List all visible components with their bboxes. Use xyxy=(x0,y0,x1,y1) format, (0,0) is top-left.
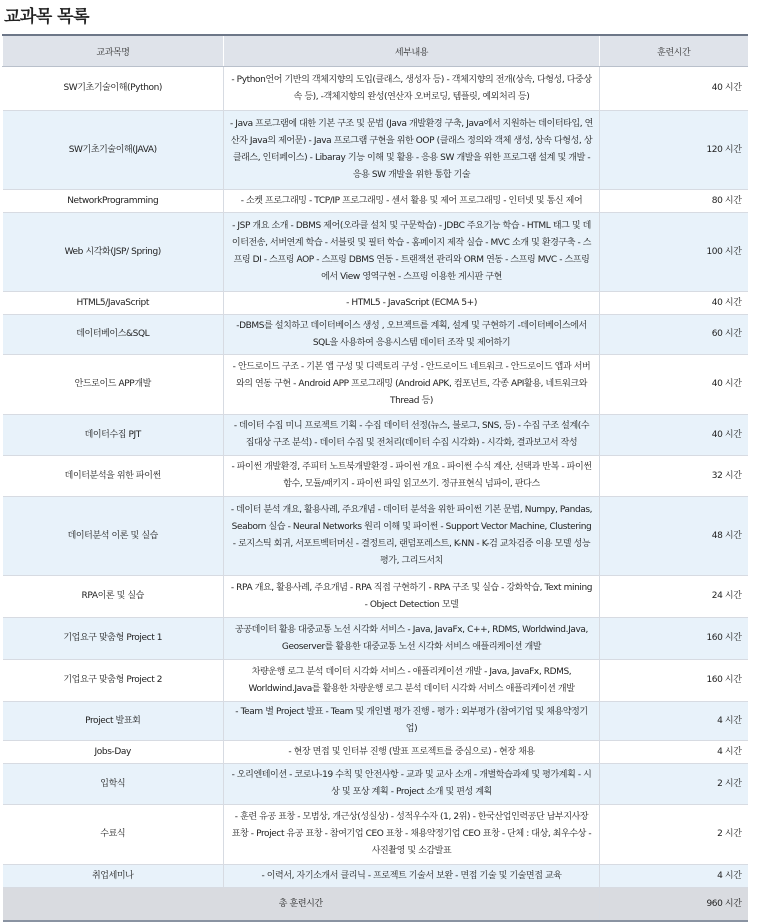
subject-cell: Jobs-Day xyxy=(3,741,224,764)
table-row xyxy=(3,618,748,660)
subject-cell: 데이터분석을 위한 파이썬 xyxy=(3,456,224,497)
subject-cell: RPA이론 및 실습 xyxy=(3,576,224,618)
total-row xyxy=(3,888,748,922)
hours-cell: 40 시간 xyxy=(600,292,748,315)
details-cell: - 파이썬 개발환경, 주피터 노트북개발환경 - 파이썬 개요 - 파이썬 수식 계산, 선택과 반복 - 파이썬 함수, 모듈/패키지 - 파이썬 파일 읽고쓰기. 정규표현식 넘파이, 판다스 xyxy=(224,456,600,497)
table-row xyxy=(3,213,748,292)
table-row xyxy=(3,576,748,618)
details-cell: 차량운행 로그 분석 데이터 시각화 서비스 - 애플리케이션 개발 - Java, JavaFx, RDMS, Worldwind.Java를 활용한 차량운행 로그 분석 데이터 시각화 서비스 애플리케이션 개발 xyxy=(224,660,600,702)
details-cell: - 데이터 수집 미니 프로젝트 기획 - 수집 데이터 선정(뉴스, 블로그, SNS, 등) - 수집 구조 설계(수집대상 구조 분석) - 데이터 수집 및 전처리(데이터 수집 시각화) - 시각화, 결과보고서 작성 xyxy=(224,415,600,456)
details-cell: - 이력서, 자기소개서 클리닉 - 프로젝트 기술서 보완 - 면접 기술 및 기술면접 교육 xyxy=(224,865,600,888)
curriculum-table xyxy=(2,34,748,922)
details-cell: - 소켓 프로그래밍 - TCP/IP 프로그래밍 - 센서 활용 및 제어 프로그래밍 - 인터넷 및 통신 제어 xyxy=(224,190,600,213)
header-hours: 훈련시간 xyxy=(600,35,748,67)
table-row xyxy=(3,741,748,764)
subject-cell: 수료식 xyxy=(3,805,224,865)
subject-cell: 데이터수집 PJT xyxy=(3,415,224,456)
subject-cell: 안드로이드 APP개발 xyxy=(3,355,224,415)
details-cell: - 훈련 유공 표창 - 모범상, 개근상(성실상) - 성적우수자 (1, 2위) - 한국산업인력공단 남부지사장 표창 - Project 유공 표창 - 참여기업 CEO 표창 - 채용약정기업 CEO 표창 - 단체 : 대상, 최우수상 - 사진촬영 및 소감발표 xyxy=(224,805,600,865)
hours-cell: 160 시간 xyxy=(600,660,748,702)
hours-cell: 80 시간 xyxy=(600,190,748,213)
hours-cell: 4 시간 xyxy=(600,741,748,764)
subject-cell: 데이터베이스&SQL xyxy=(3,315,224,355)
details-cell: - 현장 면접 및 인터뷰 진행 (발표 프로젝트를 중심으로) - 현장 채용 xyxy=(224,741,600,764)
hours-cell: 100 시간 xyxy=(600,213,748,292)
hours-cell: 40 시간 xyxy=(600,67,748,111)
table-row xyxy=(3,415,748,456)
subject-cell: SW기초기술이해(JAVA) xyxy=(3,111,224,190)
hours-cell: 2 시간 xyxy=(600,805,748,865)
subject-cell: 기업요구 맞춤형 Project 2 xyxy=(3,660,224,702)
hours-cell: 40 시간 xyxy=(600,415,748,456)
details-cell: - JSP 개요 소개 - DBMS 제어(오라클 설치 및 구문학습) - JDBC 주요기능 학습 - HTML 태그 및 데이터전송, 서버연계 학습 - 서블릿 및 필터 학습 - 홈페이지 제작 실습 - MVC 소개 및 환경구축 - 스프링 DI - 스프링 AOP - 스프링 DBMS 연동 - 트랜잭션 관리와 ORM 연동 - 스프링 MVC - 스프링에서 View 영역구현 - 스프링 이용한 게시판 구현 xyxy=(224,213,600,292)
table-row xyxy=(3,315,748,355)
hours-cell: 4 시간 xyxy=(600,865,748,888)
details-cell: - 데이터 분석 개요, 활용사례, 주요개념 - 데이터 분석을 위한 파이썬 기본 문법, Numpy, Pandas, Seaborn 실습 - Neural Networks 원리 이해 및 파이썬 - Support Vector Machine, Clustering - 로지스틱 회귀, 서포트벡터머신 - 결정트리, 랜덤포레스트, K-NN - K-검 교차검증 이용 모델 성능평가, 그리드서치 xyxy=(224,497,600,576)
table-row xyxy=(3,456,748,497)
table-row xyxy=(3,497,748,576)
details-cell: -DBMS를 설치하고 데이터베이스 생성 , 오브젝트를 계획, 설계 및 구현하기 -데이터베이스에서 SQL을 사용하여 응용시스템 데이터 조작 및 제어하기 xyxy=(224,315,600,355)
details-cell: - Team 별 Project 발표 - Team 및 개인별 평가 진행 - 평가 : 외부평가 (참여기업 및 채용약정기업) xyxy=(224,702,600,741)
details-cell: 공공데이터 활용 대중교통 노선 시각화 서비스 - Java, JavaFx, C++, RDMS, Worldwind.Java, Geoserver를 활용한 대중교통 노선 시각화 서비스 애플리케이션 개발 xyxy=(224,618,600,660)
hours-cell: 40 시간 xyxy=(600,355,748,415)
table-row xyxy=(3,660,748,702)
table-row xyxy=(3,111,748,190)
subject-cell: 기업요구 맞춤형 Project 1 xyxy=(3,618,224,660)
hours-cell: 120 시간 xyxy=(600,111,748,190)
total-label: 총 훈련시간 xyxy=(3,888,600,922)
total-hours: 960 시간 xyxy=(600,888,748,922)
table-row xyxy=(3,805,748,865)
table-row xyxy=(3,764,748,805)
header-details: 세부내용 xyxy=(224,35,600,67)
table-row xyxy=(3,865,748,888)
hours-cell: 24 시간 xyxy=(600,576,748,618)
subject-cell: SW기초기술이해(Python) xyxy=(3,67,224,111)
subject-cell: HTML5/JavaScript xyxy=(3,292,224,315)
details-cell: - HTML5 - JavaScript (ECMA 5+) xyxy=(224,292,600,315)
subject-cell: Project 발표회 xyxy=(3,702,224,741)
subject-cell: NetworkProgramming xyxy=(3,190,224,213)
table-row xyxy=(3,702,748,741)
subject-cell: 취업세미나 xyxy=(3,865,224,888)
details-cell: - 오리엔테이션 - 코로나-19 수칙 및 안전사항 - 교과 및 교사 소개 - 개별학습과제 및 평가계획 - 시상 및 포상 계획 - Project 소개 및 편성 계획 xyxy=(224,764,600,805)
table-row xyxy=(3,292,748,315)
details-cell: - Java 프로그램에 대한 기본 구조 및 문법 (Java 개발환경 구축, Java에서 지원하는 데이터타입, 연산자 Java의 제어문) - Java 프로그램 구현을 위한 OOP (클래스 정의와 객체 생성, 상속 다형성, 상클래스, 인터페이스) - Libaray 기능 이해 및 활용 - 응용 SW 개발을 위한 프로그램 설계 및 개발 - 응용 SW 개발을 위한 통합 기술 xyxy=(224,111,600,190)
details-cell: - RPA 개요, 활용사례, 주요개념 - RPA 직접 구현하기 - RPA 구조 및 실습 - 강화학습, Text mining - Object Detection 모델 xyxy=(224,576,600,618)
subject-cell: 데이터분석 이론 및 실습 xyxy=(3,497,224,576)
table-row xyxy=(3,355,748,415)
details-cell: - 안드로이드 구조 - 기본 앱 구성 및 디렉토리 구성 - 안드로이드 네트워크 - 안드로이드 앱과 서버와의 연동 구현 - Android APP 프로그래밍 (Android APK, 컴포넌트, 각종 API활용, 네트워크와 Thread 등) xyxy=(224,355,600,415)
table-row xyxy=(3,190,748,213)
hours-cell: 4 시간 xyxy=(600,702,748,741)
hours-cell: 160 시간 xyxy=(600,618,748,660)
hours-cell: 48 시간 xyxy=(600,497,748,576)
subject-cell: 입학식 xyxy=(3,764,224,805)
details-cell: - Python언어 기반의 객체지향의 도입(클래스, 생성자 등) - 객체지향의 전개(상속, 다형성, 다중상속 등), -객체지향의 완성(연산자 오버로딩, 템플릿, 예외처리 등) xyxy=(224,67,600,111)
header-subject: 교과목명 xyxy=(3,35,224,67)
hours-cell: 60 시간 xyxy=(600,315,748,355)
page-title: 교과목 목록 xyxy=(4,7,90,27)
table-row xyxy=(3,67,748,111)
table-header-row xyxy=(3,35,748,67)
hours-cell: 2 시간 xyxy=(600,764,748,805)
hours-cell: 32 시간 xyxy=(600,456,748,497)
subject-cell: Web 시각화(JSP/ Spring) xyxy=(3,213,224,292)
